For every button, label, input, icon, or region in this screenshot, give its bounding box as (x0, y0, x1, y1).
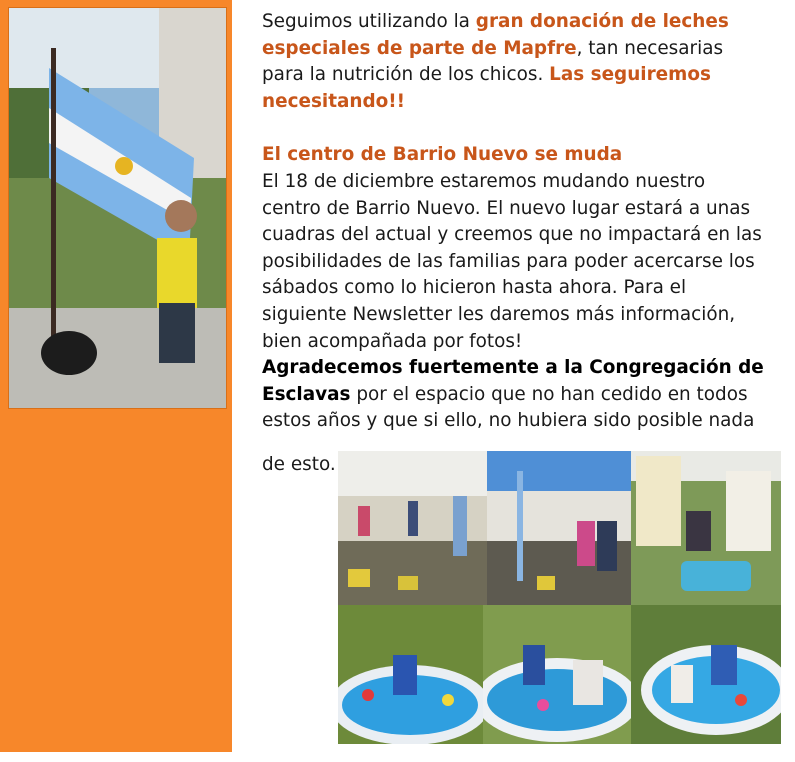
milk-donation-paragraph (262, 9, 767, 115)
thanks-bold-name: Esclavas (262, 383, 351, 405)
text-column (262, 9, 767, 435)
thanks-text: por el espacio que no han cedido en todos estos años y que si ello, no hubiera sido posible nada (262, 383, 755, 432)
collage-photo-patio-2 (487, 451, 631, 605)
collage-photo-pool-1 (338, 605, 483, 744)
flag-boy-photo (8, 7, 227, 409)
thanks-bold: Agradecemos fuertemente a la Congregación de (262, 357, 764, 379)
collage-photo-pool-2 (483, 605, 631, 744)
collage-photo-toys (631, 451, 781, 605)
section-body: El 18 de diciembre estaremos mudando nuestro centro de Barrio Nuevo. El nuevo lugar estará a unas cuadras del actual y creemos que no impactará en las posibilidades de las familias para poder acercarse los sábados como lo hicieron hasta ahora. Para el siguiente Newsletter les daremos más información, bien acompañada por fotos! (262, 170, 762, 352)
collage-photo-patio-1 (338, 451, 487, 605)
section-heading: El centro de Barrio Nuevo se muda (262, 144, 623, 166)
highlight-mapfre: gran donación de leches especiales de parte de Mapfre (262, 11, 729, 59)
text-run: Seguimos utilizando la (262, 11, 476, 32)
thanks-paragraph (262, 355, 767, 435)
collage-photo-pool-3 (631, 605, 781, 744)
highlight-need: Las seguiremos necesitando!! (262, 64, 711, 112)
thanks-last-line: de esto. (262, 454, 336, 475)
text-run: , tan necesarias para la nutrición de los chicos. (262, 37, 724, 86)
